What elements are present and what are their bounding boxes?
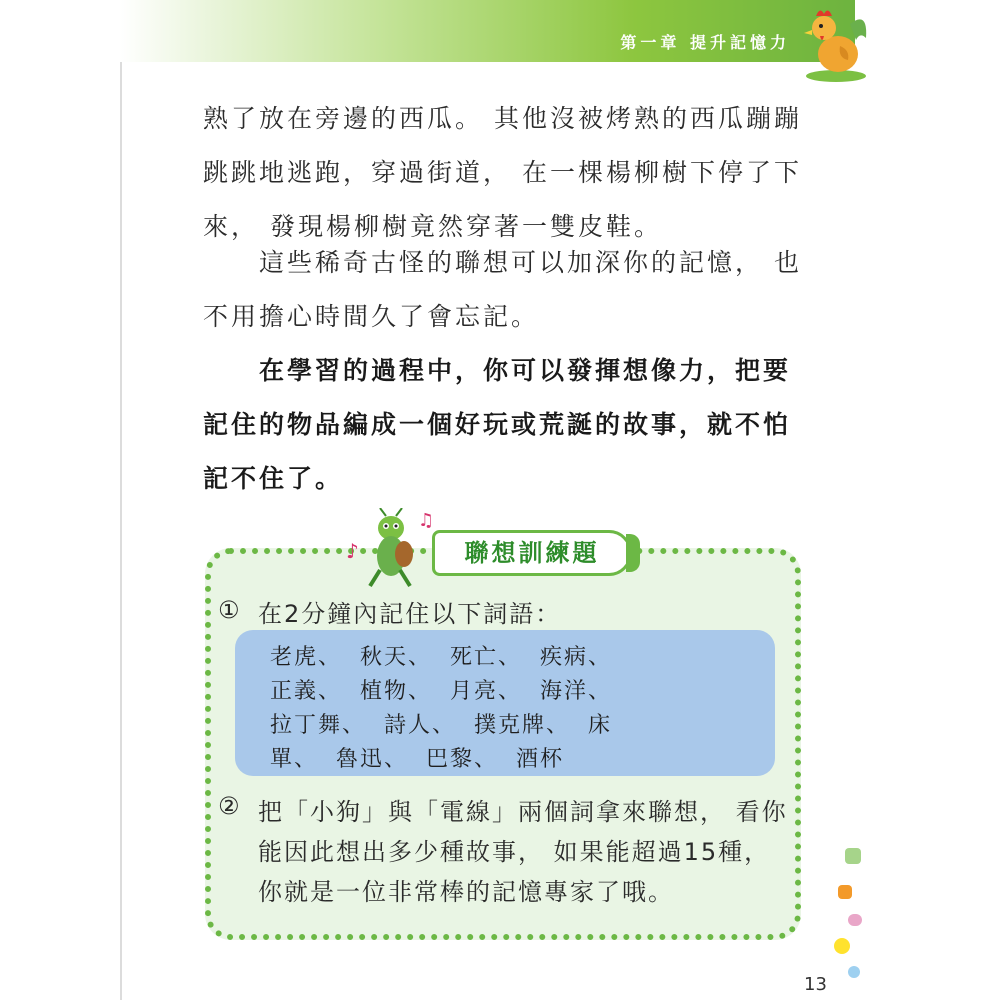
decorative-square: [845, 848, 861, 864]
chapter-title: 第一章 提升記憶力: [620, 33, 790, 52]
word-item: 正義、: [270, 679, 343, 704]
word-row: [270, 708, 630, 739]
question-1-number: ①: [218, 596, 240, 624]
decorative-dot: [848, 966, 860, 978]
decorative-square: [838, 885, 852, 899]
exercise-title: 聯想訓練題: [432, 530, 632, 576]
word-item: 老虎、: [270, 645, 343, 670]
rooster-icon: [800, 4, 872, 82]
exercise-title-tab: [626, 534, 640, 572]
question-2-number: ②: [218, 792, 240, 820]
word-item: 疾病、: [540, 645, 613, 670]
word-item: 死亡、: [450, 645, 523, 670]
body-paragraph-3: 在學習的過程中，你可以發揮想像力，把要記住的物品編成一個好玩或荒誕的故事，就不怕記不住了。: [203, 356, 792, 493]
question-1-text: 在2分鐘內記住以下詞語：: [258, 600, 562, 628]
word-item: 植物、: [360, 679, 433, 704]
svg-text:♪: ♪: [346, 539, 359, 563]
word-item: 巴黎、: [426, 747, 499, 772]
page-number: 13: [804, 974, 827, 995]
word-item: 撲克牌、: [474, 713, 571, 738]
word-item: 秋天、: [360, 645, 433, 670]
body-paragraph-2: 這些稀奇古怪的聯想可以加深你的記憶， 也不用擔心時間久了會忘記。: [203, 248, 802, 331]
word-item: 魯迅、: [336, 747, 409, 772]
word-item: 床: [588, 713, 613, 738]
decorative-dot: [834, 938, 850, 954]
word-item: 單、: [270, 747, 319, 772]
word-item: 拉丁舞、: [270, 713, 367, 738]
left-margin-rule: [120, 0, 122, 1000]
grasshopper-violin-icon: [340, 508, 440, 588]
word-item: 詩人、: [384, 713, 457, 738]
body-paragraph-1: 熟了放在旁邊的西瓜。 其他沒被烤熟的西瓜蹦蹦跳跳地逃跑，穿過街道， 在一棵楊柳樹下停了下來， 發現楊柳樹竟然穿著一雙皮鞋。: [203, 104, 802, 241]
svg-text:♫: ♫: [418, 510, 435, 531]
word-row: [270, 640, 630, 671]
question-2-text: 把「小狗」與「電線」兩個詞拿來聯想， 看你能因此想出多少種故事， 如果能超過15種， 你就是一位非常棒的記憶專家了哦。: [258, 798, 788, 906]
decorative-dot: [848, 914, 862, 926]
word-item: 月亮、: [450, 679, 523, 704]
word-item: 酒杯: [516, 747, 565, 772]
word-item: 海洋、: [540, 679, 613, 704]
word-row: [270, 742, 582, 773]
word-row: [270, 674, 630, 705]
